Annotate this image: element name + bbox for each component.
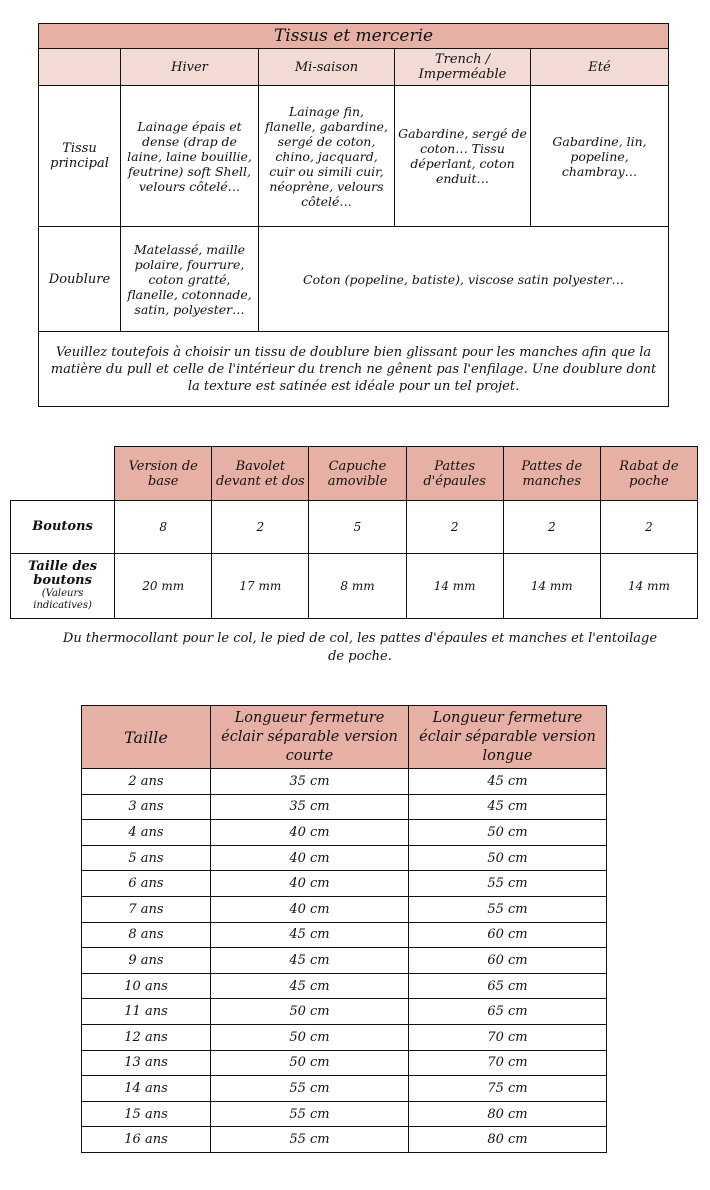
short-length-cell: 55 cm <box>211 1076 409 1102</box>
size-cell: 13 ans <box>82 1050 211 1076</box>
size-cell: 10 ans <box>82 973 211 999</box>
long-length-cell: 65 cm <box>409 973 607 999</box>
size-cell: 11 ans <box>82 999 211 1025</box>
long-length-cell: 75 cm <box>409 1076 607 1102</box>
table-row <box>11 554 698 619</box>
row-label-boutons: Boutons <box>11 501 115 554</box>
size-cell: 5 ans <box>82 845 211 871</box>
short-length-cell: 50 cm <box>211 1024 409 1050</box>
long-length-cell: 45 cm <box>409 794 607 820</box>
buttons-header-blank <box>11 447 115 501</box>
table-row <box>82 1050 607 1076</box>
table-row <box>82 922 607 948</box>
long-length-cell: 70 cm <box>409 1024 607 1050</box>
button-size: 14 mm <box>406 554 503 619</box>
long-length-cell: 55 cm <box>409 896 607 922</box>
fabrics-header-blank <box>39 49 121 86</box>
button-size: 14 mm <box>600 554 697 619</box>
long-length-cell: 70 cm <box>409 1050 607 1076</box>
buttons-header-capuche: Capuche amovible <box>309 447 406 501</box>
zipper-header-courte: Longueur fermeture éclair séparable version courte <box>211 706 409 769</box>
short-length-cell: 45 cm <box>211 948 409 974</box>
long-length-cell: 45 cm <box>409 769 607 795</box>
zipper-table-body <box>82 769 607 1153</box>
long-length-cell: 80 cm <box>409 1101 607 1127</box>
size-cell: 9 ans <box>82 948 211 974</box>
cell-ete-main: Gabardine, lin, popeline, chambray… <box>531 86 669 227</box>
short-length-cell: 35 cm <box>211 769 409 795</box>
short-length-cell: 40 cm <box>211 820 409 846</box>
buttons-header-version-de-base: Version de base <box>115 447 212 501</box>
row-sublabel-valeurs-indicatives: (Valeurs indicatives) <box>33 588 92 611</box>
table-row <box>82 769 607 795</box>
table-row <box>82 999 607 1025</box>
fabrics-table-title: Tissus et mercerie <box>39 24 669 49</box>
table-row <box>82 973 607 999</box>
cell-trench-main: Gabardine, sergé de coton… Tissu déperlant, coton enduit… <box>395 86 531 227</box>
cell-hiver-lining: Matelassé, maille polaire, fourrure, coton gratté, flanelle, cotonnade, satin, polyester… <box>121 227 259 332</box>
table-row <box>82 1101 607 1127</box>
size-cell: 12 ans <box>82 1024 211 1050</box>
long-length-cell: 50 cm <box>409 845 607 871</box>
short-length-cell: 50 cm <box>211 999 409 1025</box>
zipper-header-longue: Longueur fermeture éclair séparable version longue <box>409 706 607 769</box>
table-row <box>82 896 607 922</box>
buttons-header-pattes-manches: Pattes de manches <box>503 447 600 501</box>
table-row <box>39 227 669 332</box>
short-length-cell: 50 cm <box>211 1050 409 1076</box>
table-row <box>82 1076 607 1102</box>
zipper-table <box>81 705 607 1153</box>
long-length-cell: 60 cm <box>409 948 607 974</box>
button-count: 8 <box>115 501 212 554</box>
table-row <box>11 501 698 554</box>
button-size: 17 mm <box>212 554 309 619</box>
short-length-cell: 40 cm <box>211 845 409 871</box>
short-length-cell: 40 cm <box>211 896 409 922</box>
button-count: 2 <box>503 501 600 554</box>
cell-hiver-main: Lainage épais et dense (drap de laine, laine bouillie, feutrine) soft Shell, velours côtelé… <box>121 86 259 227</box>
table-row <box>82 871 607 897</box>
size-cell: 16 ans <box>82 1127 211 1153</box>
buttons-table <box>10 446 698 619</box>
lining-note: Veuillez toutefois à choisir un tissu de doublure bien glissant pour les manches afin que la matière du pull et celle de l'intérieur du trench ne gênent pas l'enfilage. Une doublure dont la texture est satinée est idéale pour un tel projet. <box>39 332 669 407</box>
button-count: 2 <box>600 501 697 554</box>
button-size: 8 mm <box>309 554 406 619</box>
size-cell: 6 ans <box>82 871 211 897</box>
button-count: 2 <box>212 501 309 554</box>
short-length-cell: 55 cm <box>211 1127 409 1153</box>
table-row <box>82 794 607 820</box>
cell-other-lining: Coton (popeline, batiste), viscose satin polyester… <box>259 227 669 332</box>
long-length-cell: 55 cm <box>409 871 607 897</box>
table-row <box>82 1024 607 1050</box>
button-size: 20 mm <box>115 554 212 619</box>
short-length-cell: 55 cm <box>211 1101 409 1127</box>
fabrics-header-trench: Trench / Imperméable <box>395 49 531 86</box>
table-row <box>82 845 607 871</box>
cell-mi-saison-main: Lainage fin, flanelle, gabardine, sergé de coton, chino, jacquard, cuir ou simili cuir, néoprène, velours côtelé… <box>259 86 395 227</box>
table-row <box>82 820 607 846</box>
row-label-doublure: Doublure <box>39 227 121 332</box>
long-length-cell: 80 cm <box>409 1127 607 1153</box>
buttons-header-pattes-epaules: Pattes d'épaules <box>406 447 503 501</box>
fabrics-table <box>38 23 669 407</box>
size-cell: 4 ans <box>82 820 211 846</box>
button-count: 2 <box>406 501 503 554</box>
buttons-header-bavolet: Bavolet devant et dos <box>212 447 309 501</box>
size-cell: 2 ans <box>82 769 211 795</box>
fabrics-header-hiver: Hiver <box>121 49 259 86</box>
short-length-cell: 45 cm <box>211 922 409 948</box>
size-cell: 14 ans <box>82 1076 211 1102</box>
size-cell: 15 ans <box>82 1101 211 1127</box>
row-label-tissu-principal: Tissu principal <box>39 86 121 227</box>
size-cell: 7 ans <box>82 896 211 922</box>
table-row <box>82 948 607 974</box>
short-length-cell: 35 cm <box>211 794 409 820</box>
zipper-header-taille: Taille <box>82 706 211 769</box>
table-row <box>82 1127 607 1153</box>
button-size: 14 mm <box>503 554 600 619</box>
row-label-taille-boutons <box>11 554 115 619</box>
short-length-cell: 45 cm <box>211 973 409 999</box>
fabrics-header-mi-saison: Mi-saison <box>259 49 395 86</box>
size-cell: 3 ans <box>82 794 211 820</box>
long-length-cell: 50 cm <box>409 820 607 846</box>
size-cell: 8 ans <box>82 922 211 948</box>
button-count: 5 <box>309 501 406 554</box>
long-length-cell: 65 cm <box>409 999 607 1025</box>
table-row <box>39 86 669 227</box>
buttons-header-rabat-poche: Rabat de poche <box>600 447 697 501</box>
row-label-taille-boutons-text: Taille des boutons <box>27 559 98 588</box>
fabrics-header-ete: Eté <box>531 49 669 86</box>
long-length-cell: 60 cm <box>409 922 607 948</box>
short-length-cell: 40 cm <box>211 871 409 897</box>
interfacing-note: Du thermocollant pour le col, le pied de col, les pattes d'épaules et manches et l'entoilage de poche. <box>62 631 658 664</box>
